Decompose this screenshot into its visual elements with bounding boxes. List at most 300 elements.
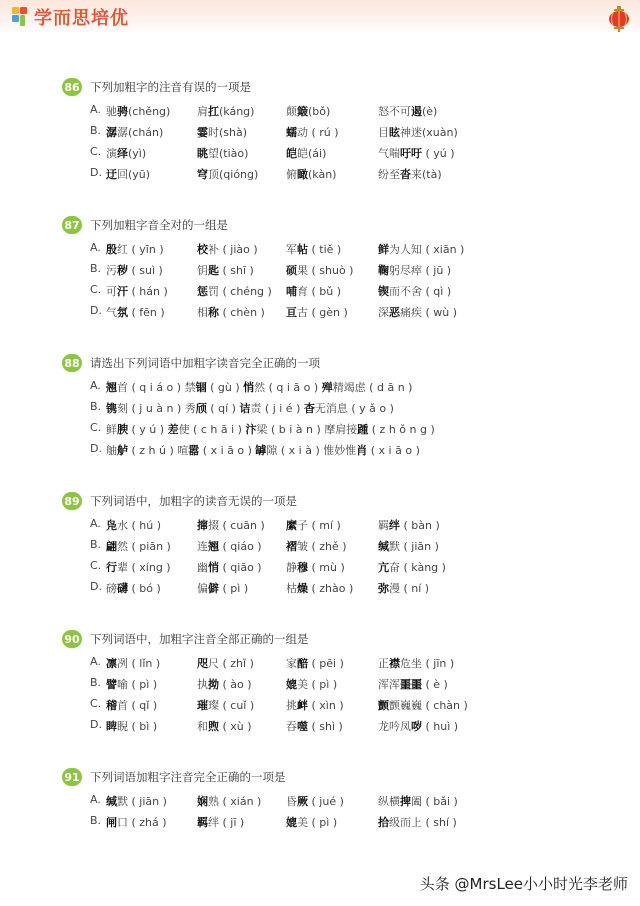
- question-block: [62, 78, 482, 184]
- option-letter: A.: [90, 241, 101, 254]
- bold-character: 帖: [297, 243, 308, 256]
- bold-character: 秽: [117, 264, 128, 277]
- bold-character: 鲜: [378, 243, 389, 256]
- term-text: ( fēn ): [128, 306, 165, 319]
- option-row: [62, 715, 482, 736]
- term-text: ( bàn ): [400, 519, 440, 532]
- term-text: 幽: [197, 561, 208, 574]
- option-term: [197, 241, 258, 257]
- option-row: [62, 694, 482, 715]
- question-title: 请选出下列词语中加粗字读音完全正确的一项: [90, 356, 320, 370]
- option-term: [286, 145, 326, 161]
- term-text: 美 ( pì ): [297, 678, 338, 691]
- term-text: 痛疾 ( wù ): [400, 306, 458, 319]
- option-term: [106, 793, 167, 809]
- term-text: ( y ú ): [128, 423, 168, 436]
- option-term: [106, 421, 435, 437]
- term-text: ( xù ): [219, 720, 252, 733]
- option-row: [62, 811, 482, 832]
- bold-character: 襟: [389, 657, 400, 670]
- option-term: [197, 517, 265, 533]
- term-text: 古 ( gèn ): [297, 306, 348, 319]
- question-number-badge: 87: [62, 216, 82, 234]
- option-letter: D.: [90, 580, 102, 593]
- option-letter: A.: [90, 793, 101, 806]
- term-text: 舳: [106, 444, 117, 457]
- option-term: [378, 241, 464, 257]
- option-letter: C.: [90, 559, 102, 572]
- bold-character: 亢: [378, 561, 389, 574]
- term-text: 无消息 ( y ǎ o ): [314, 402, 394, 415]
- bold-character: 羁: [197, 816, 208, 829]
- option-row: [62, 397, 482, 418]
- option-term: [106, 124, 163, 140]
- bold-character: 称: [208, 306, 219, 319]
- option-term: [106, 103, 170, 119]
- option-term: [286, 166, 336, 182]
- bold-character: 扛: [208, 105, 219, 118]
- option-row: [62, 556, 482, 577]
- term-text: ( x i ā o ): [367, 444, 420, 457]
- term-text: 回(yū): [117, 168, 151, 181]
- bold-character: 稽: [106, 699, 117, 712]
- term-text: 可: [106, 285, 117, 298]
- bold-character: 衅: [297, 699, 308, 712]
- option-term: [197, 166, 258, 182]
- term-text: 昏: [286, 795, 297, 808]
- option-term: [378, 655, 454, 671]
- bold-character: 僻: [208, 582, 219, 595]
- option-term: [378, 124, 458, 140]
- term-text: 危坐 ( jīn ): [400, 657, 455, 670]
- term-text: 奋 ( kàng ): [389, 561, 446, 574]
- bold-character: 惩: [197, 285, 208, 298]
- option-term: [378, 145, 455, 161]
- term-text: 璨 ( cuǐ ): [208, 699, 255, 712]
- bold-character: 穆: [297, 561, 308, 574]
- option-term: [378, 166, 442, 182]
- term-text: ( z h ú ) 喧: [128, 444, 189, 457]
- term-text: 气喘: [378, 147, 400, 160]
- term-text: 级而上 ( shí ): [389, 816, 457, 829]
- question-title: 下列词语加粗字注音完全正确的一项是: [90, 770, 286, 784]
- term-text: ( tiě ): [308, 243, 342, 256]
- bold-character: 穹: [197, 168, 208, 181]
- term-text: 枯: [286, 582, 297, 595]
- option-letter: D.: [90, 718, 102, 731]
- term-text: ( huì ): [422, 720, 459, 733]
- bold-character: 哺: [286, 285, 297, 298]
- option-row: [62, 280, 482, 301]
- term-text: 纵横: [378, 795, 400, 808]
- option-term: [286, 814, 337, 830]
- question-header: [62, 78, 482, 96]
- term-text: 驰: [106, 105, 117, 118]
- term-text: 躬尽瘁 ( jū ): [389, 264, 452, 277]
- option-letter: C.: [90, 283, 102, 296]
- option-term: [286, 517, 341, 533]
- term-text: 偏: [197, 582, 208, 595]
- term-text: (káng): [219, 105, 255, 118]
- bold-character: 礴: [117, 582, 128, 595]
- question-title: 下列词语中，加粗字的读音无误的一项是: [90, 494, 297, 508]
- bold-character: 翩: [106, 540, 117, 553]
- bold-character: 睥: [106, 720, 117, 733]
- option-term: [286, 793, 344, 809]
- term-text: (è): [422, 105, 438, 118]
- option-term: [378, 580, 429, 596]
- term-text: 梁 ( b i à n ) 摩肩接: [256, 423, 358, 436]
- bold-character: 绎: [117, 147, 128, 160]
- option-letter: C.: [90, 697, 102, 710]
- term-text: 颠: [286, 105, 297, 118]
- option-term: [197, 124, 247, 140]
- option-term: [106, 262, 163, 278]
- option-term: [286, 262, 353, 278]
- option-letter: B.: [90, 676, 102, 689]
- bold-character: 哕: [411, 720, 422, 733]
- term-text: ( z h ǒ n g ): [368, 423, 435, 436]
- term-text: ( zhào ): [308, 582, 354, 595]
- option-term: [286, 283, 341, 299]
- xueersi-logo-icon: [12, 7, 30, 27]
- term-text: (chěng): [128, 105, 171, 118]
- option-term: [378, 283, 451, 299]
- question-header: [62, 354, 482, 372]
- option-row: [62, 259, 482, 280]
- option-letter: D.: [90, 304, 102, 317]
- option-term: [286, 103, 330, 119]
- term-text: (bǒ): [308, 105, 331, 118]
- option-term: [106, 814, 167, 830]
- option-term: [378, 814, 457, 830]
- option-term: [197, 655, 254, 671]
- bold-character: 縻: [286, 519, 297, 532]
- bold-character: 缄: [106, 795, 117, 808]
- term-text: 为人知 ( xiān ): [389, 243, 465, 256]
- bold-character: 潺: [106, 126, 117, 139]
- question-title: 下列加粗字音全对的一组是: [90, 218, 228, 232]
- option-term: [106, 580, 161, 596]
- bold-character: 眺: [197, 147, 208, 160]
- term-text: ( bó ): [128, 582, 161, 595]
- option-row: [62, 439, 482, 460]
- option-term: [106, 517, 161, 533]
- term-text: 首 ( q i á o ) 禁: [117, 381, 196, 394]
- bold-character: 噬: [297, 720, 308, 733]
- term-text: (kàn): [308, 168, 337, 181]
- term-text: ( xìn ): [308, 699, 344, 712]
- question-title: 下列加粗字的注音有误的一项是: [90, 80, 251, 94]
- watermark: 头条 @MrsLee小小时光李老师: [419, 875, 628, 893]
- option-term: [106, 559, 171, 575]
- question-number-badge: 88: [62, 354, 82, 372]
- term-text: 怒不可: [378, 105, 411, 118]
- option-letter: C.: [90, 145, 102, 158]
- bold-character: 璀: [197, 699, 208, 712]
- option-term: [286, 124, 339, 140]
- question-header: [62, 216, 482, 234]
- term-text: ( shì ): [308, 720, 343, 733]
- term-text: 水 ( hú ): [117, 519, 162, 532]
- term-text: 刻 ( j u à n ) 秀: [117, 402, 196, 415]
- term-text: 子 ( mí ): [297, 519, 341, 532]
- term-text: 静: [286, 561, 297, 574]
- option-term: [197, 145, 248, 161]
- option-letter: B.: [90, 814, 102, 827]
- bold-character: 踵: [357, 423, 369, 436]
- bold-character: 厥: [297, 795, 308, 808]
- option-term: [197, 580, 248, 596]
- option-letter: B.: [90, 262, 102, 275]
- option-term: [378, 103, 437, 119]
- term-text: ( jué ): [308, 795, 344, 808]
- term-text: ( yú ): [422, 147, 455, 160]
- term-text: ( gù ): [206, 381, 244, 394]
- term-text: 熟 ( xián ): [208, 795, 262, 808]
- term-text: 来(tà): [411, 168, 442, 181]
- option-letter: B.: [90, 538, 102, 551]
- option-term: [197, 814, 244, 830]
- term-text: 喻 ( pì ): [117, 678, 158, 691]
- bold-character: 眩: [389, 126, 400, 139]
- term-text: 神迷(xuàn): [400, 126, 458, 139]
- option-letter: A.: [90, 103, 101, 116]
- option-term: [106, 676, 157, 692]
- option-letter: A.: [90, 655, 101, 668]
- option-term: [106, 655, 160, 671]
- option-letter: B.: [90, 124, 102, 137]
- option-row: [62, 535, 482, 556]
- option-term: [378, 793, 458, 809]
- term-text: 目: [378, 126, 389, 139]
- term-text: 潺(chán): [117, 126, 164, 139]
- term-text: ( pēi ): [308, 657, 344, 670]
- bold-character: 氛: [117, 306, 128, 319]
- term-text: 污: [106, 264, 117, 277]
- bold-character: 骋: [117, 105, 128, 118]
- option-term: [106, 442, 420, 458]
- term-text: 默 ( jiān ): [117, 795, 167, 808]
- bold-character: 亘: [286, 306, 297, 319]
- term-text: (yì): [128, 147, 147, 160]
- bold-character: 凛: [106, 657, 117, 670]
- term-text: 动 ( rú ): [297, 126, 339, 139]
- term-text: 演: [106, 147, 117, 160]
- term-text: ( è ): [422, 678, 448, 691]
- bold-character: 诘: [239, 402, 251, 415]
- option-term: [378, 262, 451, 278]
- bold-character: 汗: [117, 285, 128, 298]
- bold-character: 簸: [297, 105, 308, 118]
- option-term: [286, 304, 348, 320]
- option-term: [106, 283, 168, 299]
- term-text: 然 ( piān ): [117, 540, 171, 553]
- term-text: 相: [197, 306, 208, 319]
- term-text: 鲜: [106, 423, 117, 436]
- term-text: 执: [197, 678, 208, 691]
- bold-character: 汴: [245, 423, 257, 436]
- bold-character: 噩噩: [400, 678, 422, 691]
- option-row: [62, 376, 482, 397]
- term-text: 口 ( zhá ): [117, 816, 167, 829]
- option-term: [286, 697, 344, 713]
- bold-character: 媲: [286, 816, 297, 829]
- bold-character: 娴: [197, 795, 208, 808]
- option-letter: A.: [90, 517, 101, 530]
- option-term: [286, 718, 343, 734]
- term-text: ( shī ): [219, 264, 254, 277]
- term-text: 钥: [197, 264, 208, 277]
- option-term: [106, 241, 164, 257]
- bold-character: 绊: [389, 519, 400, 532]
- option-term: [286, 559, 345, 575]
- term-text: 育 ( bǔ ): [297, 285, 342, 298]
- term-text: 睨 ( bì ): [117, 720, 158, 733]
- bold-character: 硕: [286, 264, 297, 277]
- question-number-badge: 89: [62, 492, 82, 510]
- term-text: 时(shà): [208, 126, 248, 139]
- option-term: [106, 538, 171, 554]
- term-text: 龙吟凤: [378, 720, 411, 733]
- term-text: 罚 ( chéng ): [208, 285, 272, 298]
- term-text: 然 ( q i ā o ): [254, 381, 322, 394]
- bold-character: 颀: [195, 402, 207, 415]
- option-term: [378, 538, 439, 554]
- option-term: [378, 517, 440, 533]
- bold-character: 校: [197, 243, 208, 256]
- question-block: [62, 492, 482, 598]
- bold-character: 醅: [297, 657, 308, 670]
- bold-character: 譬: [106, 678, 117, 691]
- question-header: [62, 630, 482, 648]
- bold-character: 煦: [208, 720, 219, 733]
- option-term: [197, 304, 265, 320]
- option-row: [62, 652, 482, 673]
- option-term: [286, 538, 347, 554]
- bold-character: 锲: [378, 285, 389, 298]
- term-text: 连: [197, 540, 208, 553]
- bold-character: 鞠: [378, 264, 389, 277]
- term-text: 气: [106, 306, 117, 319]
- option-term: [378, 718, 458, 734]
- bold-character: 匙: [208, 264, 219, 277]
- bold-character: 沓: [400, 168, 411, 181]
- term-text: 美 ( pì ): [297, 816, 338, 829]
- bold-character: 霎: [197, 126, 208, 139]
- option-row: [62, 577, 482, 598]
- bold-character: 罅: [255, 444, 267, 457]
- term-text: 军: [286, 243, 297, 256]
- bold-character: 迂: [106, 168, 117, 181]
- option-term: [197, 793, 261, 809]
- question-block: [62, 354, 482, 460]
- question-number-badge: 90: [62, 630, 82, 648]
- term-text: 颤巍巍 ( chàn ): [389, 699, 468, 712]
- question-block: [62, 768, 482, 832]
- term-text: 肩: [197, 105, 208, 118]
- term-text: ( suì ): [128, 264, 163, 277]
- option-row: [62, 673, 482, 694]
- option-letter: C.: [90, 421, 102, 434]
- option-term: [106, 697, 157, 713]
- option-term: [378, 676, 448, 692]
- question-header: [62, 492, 482, 510]
- term-text: 尺 ( zhǐ ): [208, 657, 254, 670]
- option-letter: A.: [90, 379, 101, 392]
- term-text: ( chèn ): [219, 306, 265, 319]
- bold-character: 弥: [378, 582, 389, 595]
- bold-character: 殷: [106, 243, 117, 256]
- term-text: 和: [197, 720, 208, 733]
- bold-character: 差: [167, 423, 179, 436]
- option-term: [378, 304, 457, 320]
- bold-character: 肖: [356, 444, 368, 457]
- option-term: [197, 262, 254, 278]
- option-term: [197, 718, 252, 734]
- term-text: 纷至: [378, 168, 400, 181]
- bold-character: 凫: [106, 519, 117, 532]
- bold-character: 撺: [197, 519, 208, 532]
- option-term: [106, 166, 150, 182]
- term-text: 吞: [286, 720, 297, 733]
- term-text: 冽 ( lǐn ): [117, 657, 161, 670]
- bold-character: 行: [106, 561, 117, 574]
- bold-character: 悄: [243, 381, 255, 394]
- bold-character: 咫: [197, 657, 208, 670]
- option-row: [62, 238, 482, 259]
- term-text: 绊 ( jī ): [208, 816, 245, 829]
- question-title: 下列词语中，加粗字注音全部正确的一组是: [90, 632, 309, 646]
- term-text: 辈 ( xíng ): [117, 561, 171, 574]
- option-term: [106, 304, 165, 320]
- term-text: 补 ( jiào ): [208, 243, 258, 256]
- bold-character: 翘: [106, 381, 117, 394]
- question-number-badge: 91: [62, 768, 82, 786]
- option-term: [286, 655, 344, 671]
- option-row: [62, 142, 482, 163]
- term-text: ( qiāo ): [219, 561, 262, 574]
- bold-character: 舻: [117, 444, 128, 457]
- bold-character: 杳: [303, 402, 315, 415]
- option-term: [197, 559, 262, 575]
- term-text: 掇 ( cuān ): [208, 519, 265, 532]
- term-text: 首 ( qǐ ): [117, 699, 158, 712]
- option-row: [62, 163, 482, 184]
- term-text: 精竭虑 ( d ā n ): [332, 381, 413, 394]
- bold-character: 锢: [195, 381, 207, 394]
- term-text: ( pì ): [219, 582, 249, 595]
- bold-character: 闸: [106, 816, 117, 829]
- term-text: ( qiáo ): [219, 540, 262, 553]
- term-text: 而不舍 ( qì ): [389, 285, 452, 298]
- option-row: [62, 301, 482, 322]
- term-text: ( hán ): [128, 285, 168, 298]
- lantern-icon: [608, 6, 630, 32]
- option-term: [106, 379, 412, 395]
- term-text: 红 ( yīn ): [117, 243, 164, 256]
- bold-character: 嚣: [188, 444, 200, 457]
- option-term: [378, 559, 446, 575]
- question-number-badge: 86: [62, 78, 82, 96]
- term-text: 责 ( j i é ): [250, 402, 304, 415]
- option-row: [62, 514, 482, 535]
- term-text: 皱 ( zhě ): [297, 540, 347, 553]
- option-term: [286, 241, 341, 257]
- option-term: [378, 697, 468, 713]
- option-letter: D.: [90, 166, 102, 179]
- option-row: [62, 121, 482, 142]
